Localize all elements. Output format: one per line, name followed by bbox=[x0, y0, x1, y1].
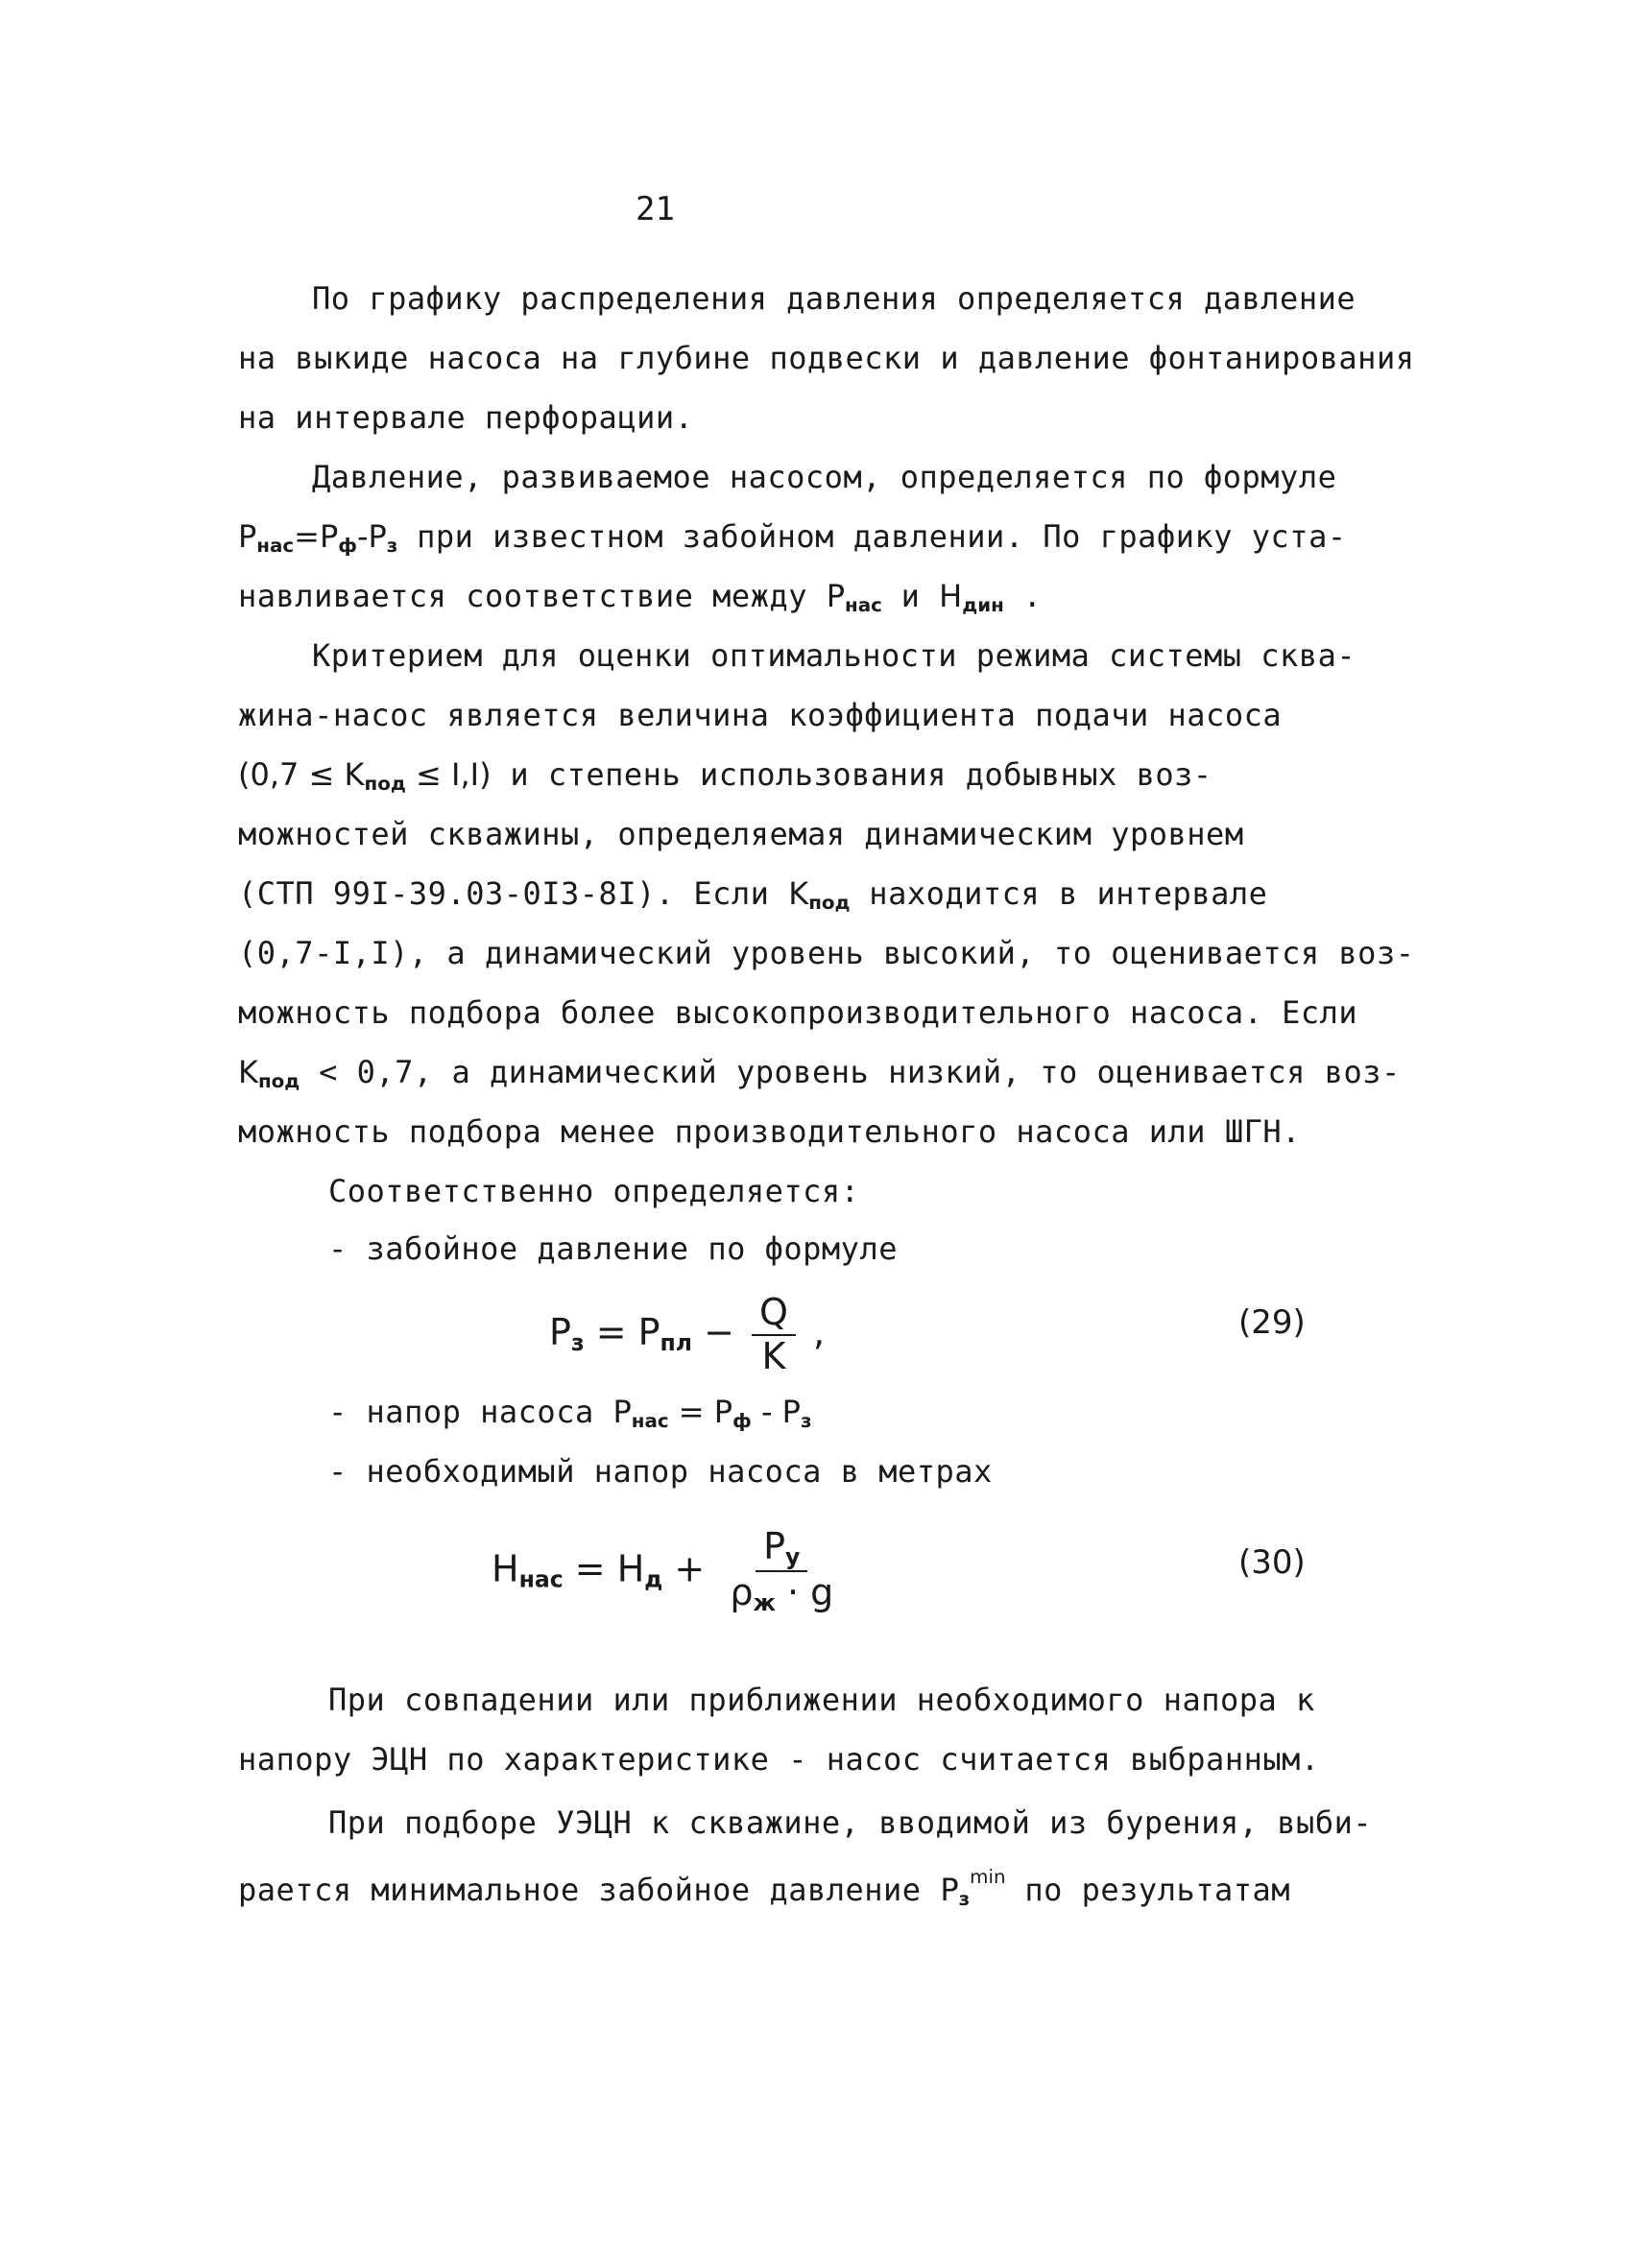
text-line-14: $K_{под} < 0,7$, а динамический уровень низкий, то оценивается воз- bbox=[238, 1054, 1401, 1092]
text-line-22: При подборе УЭЦН к скважине, вводимой из бурения, выби- bbox=[328, 1804, 1373, 1841]
formula-inline-pnas: $P_{нас}=P_ф-P_з$ bbox=[238, 518, 398, 557]
text-line-20: При совпадении или приближении необходимого напора к bbox=[328, 1682, 1315, 1718]
text-line-11: (СТП 99I-39.03-0I3-8I). Если $K_{под}$ находится в интервале bbox=[238, 875, 1268, 914]
text-line-3: на интервале перфорации. bbox=[238, 399, 694, 436]
text-line-2: на выкиде насоса на глубине подвески и давление фонтанирования bbox=[238, 340, 1415, 376]
text-line-15: можность подбора менее производительного насоса или ШГН. bbox=[238, 1113, 1301, 1150]
text-line-4: Давление, развиваемое насосом, определяется по формуле bbox=[312, 459, 1337, 495]
text-line-7: Критерием для оценки оптимальности режима системы сква- bbox=[312, 637, 1356, 674]
formula-29: $P_з = P_{пл}$ − $\frac{Q}{K}$ , bbox=[549, 1291, 826, 1377]
text-line-23: рается минимальное забойное давление $P_з^{min}$ по результатам bbox=[238, 1866, 1291, 1910]
text-line-19: - необходимый напор насоса в метрах bbox=[328, 1453, 993, 1490]
text-line-10: можностей скважины, определяемая динамическим уровнем bbox=[238, 816, 1244, 852]
equation-number-30: (30) bbox=[1238, 1543, 1306, 1582]
text-line-6: навливается соответствие между $P_{нас}$ и $H_{дин}$ . bbox=[238, 578, 1043, 616]
equation-number-29: (29) bbox=[1238, 1303, 1306, 1342]
text-line-17: - забойное давление по формуле bbox=[328, 1230, 898, 1267]
text-line-9: $(0,7 \le K_{под} \le I,I)$ и степень использования добывных воз- bbox=[238, 756, 1212, 795]
text-line-16: Соответственно определяется: bbox=[328, 1173, 860, 1209]
text-line-21: напору ЭЦН по характеристике - насос считается выбранным. bbox=[238, 1741, 1320, 1778]
text-line-18: - напор насоса $P_{нас} = P_ф - P_з$ bbox=[328, 1394, 812, 1432]
text-line-12: (0,7-I,I), а динамический уровень высокий, то оценивается воз- bbox=[238, 935, 1415, 971]
text-line-13: можность подбора более высокопроизводительного насоса. Если bbox=[238, 994, 1358, 1031]
text-line-8: жина-насос является величина коэффициента подачи насоса bbox=[238, 697, 1283, 733]
text-line-1: По графику распределения давления определяется давление bbox=[312, 280, 1356, 317]
page-number: 21 bbox=[636, 190, 675, 228]
text-line-5: $P_{нас}=P_ф-P_з$ при известном забойном давлении. По графику уста- bbox=[238, 518, 1347, 557]
formula-30: $H_{нас} = H_д$ + $\frac{P_у}{\rho_ж \cdot g}$ bbox=[492, 1525, 834, 1616]
